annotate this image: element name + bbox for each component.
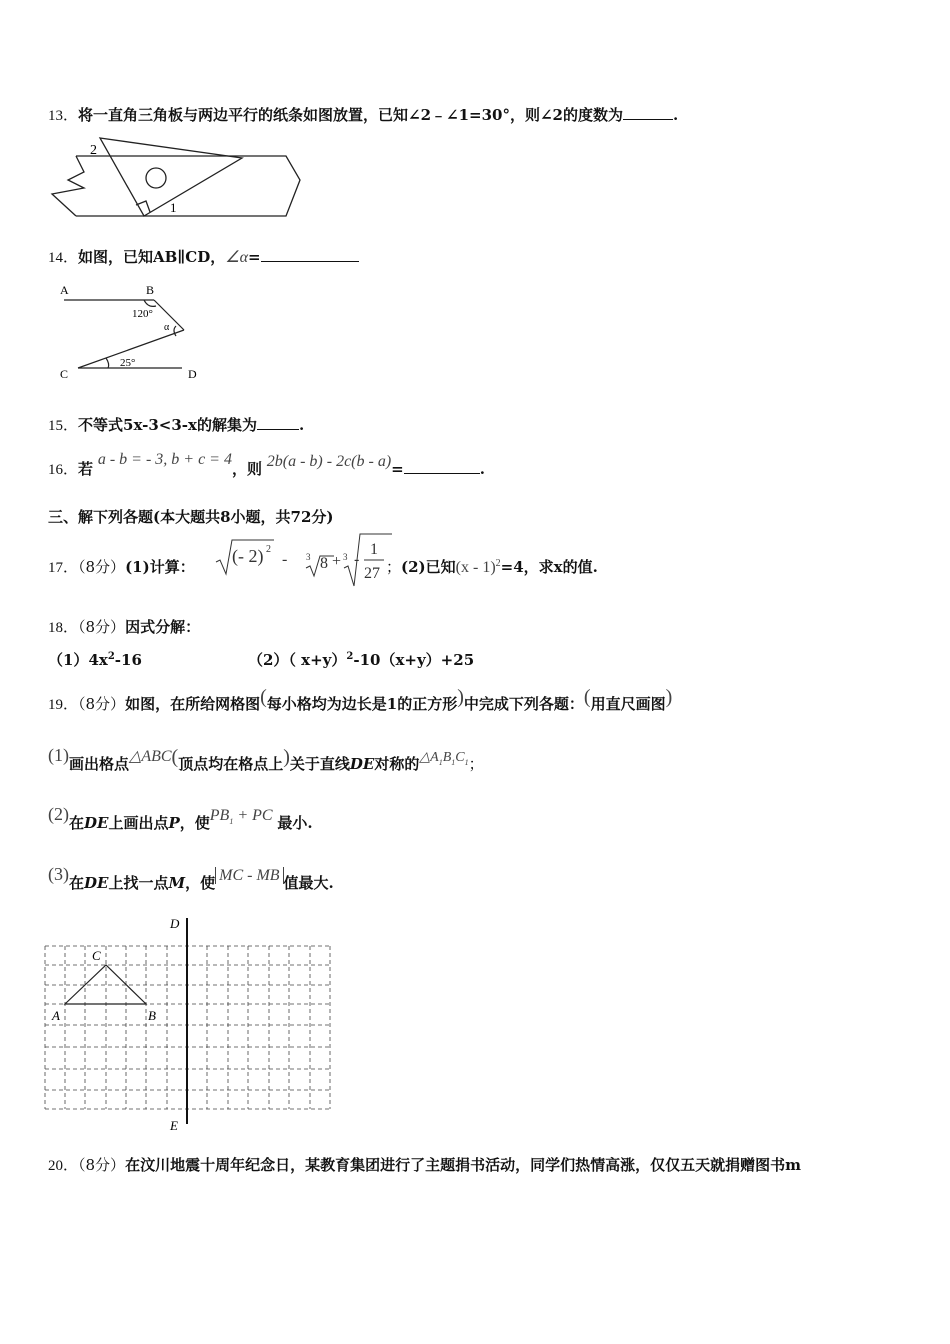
segment-pc: + PC — [237, 807, 273, 824]
q19-sub3 — [48, 864, 334, 893]
q17-tail: =4，求x的值. — [500, 558, 598, 576]
grid-label-e: E — [170, 1118, 178, 1133]
fig13-label-2: 2 — [90, 143, 97, 158]
triangle-a1b1c1: △A — [419, 750, 439, 765]
period: . — [479, 460, 485, 478]
line-de: DE — [84, 874, 109, 892]
answer-blank — [623, 118, 673, 120]
q14-figure — [56, 282, 216, 382]
triangle-abc: △ABC — [129, 748, 172, 765]
text: 对称的 — [374, 755, 420, 773]
q18-score: （8分） — [78, 618, 126, 636]
exponent: 2 — [346, 651, 354, 662]
alpha-symbol: ∠α — [225, 249, 248, 266]
q17-part1: (1)计算： — [125, 558, 195, 576]
sub-index: (2) — [48, 804, 69, 824]
expr: 4x — [88, 651, 108, 669]
minus-sign: - — [354, 551, 360, 568]
q15-stem: 不等式5x-3<3-x的解集为 — [78, 416, 257, 434]
line-de: DE — [349, 755, 375, 773]
point-p: P — [168, 814, 180, 832]
sub-index: (3) — [48, 864, 69, 884]
q14-number: 14． — [48, 250, 79, 266]
fraction-numerator: 1 — [370, 541, 378, 558]
q13-stem: 将一直角三角板与两边平行的纸条如图放置，已知∠2﹣∠1=30°，则∠2的度数为 — [78, 106, 623, 124]
fig14-label-c: C — [60, 367, 69, 381]
triangle-abc — [65, 965, 146, 1004]
q19-sub1: (1)画出格点△ABC(顶点均在格点上)关于直线DE对称的$\triangle A_1B_1C_1$； — [48, 745, 484, 773]
q19-grid-figure — [40, 912, 340, 1134]
text: 画出格点 — [69, 755, 130, 773]
text: 在 — [69, 814, 85, 832]
q14-text — [48, 246, 359, 267]
root-index: 3 — [306, 552, 311, 562]
text: 值最大. — [283, 874, 334, 892]
q15-text — [48, 414, 304, 435]
segment-pb: PB — [209, 807, 230, 824]
q20-text — [48, 1154, 801, 1175]
set-square-hole — [146, 168, 166, 188]
punctuation: ； — [468, 755, 484, 773]
fig14-label-b: B — [146, 283, 155, 297]
q20-number: 20． — [48, 1158, 79, 1174]
expr: （ x+y） — [288, 651, 347, 669]
strip-left-edge — [52, 156, 84, 216]
exponent: 2 — [266, 544, 271, 555]
grid-label-c: C — [92, 948, 101, 963]
q20-score: （8分） — [78, 1156, 126, 1174]
text: 最小. — [277, 814, 313, 832]
plus-sign: + — [332, 553, 342, 570]
q17-part2 — [386, 556, 598, 577]
expr: -10（x+y）+25 — [353, 651, 475, 669]
part-label: （1） — [48, 651, 89, 669]
text: 顶点均在格点上 — [178, 755, 284, 773]
q16-condition: a - b = - 3, b + c = 4 — [97, 451, 232, 468]
fig14-alpha: α — [164, 322, 170, 333]
cbrt-value: 8 — [320, 555, 328, 572]
fig14-label-d: D — [188, 367, 197, 381]
q18-part2 — [248, 649, 474, 670]
grid-label-a: A — [52, 1008, 60, 1023]
root-index: 3 — [343, 552, 348, 562]
q15-number: 15． — [48, 418, 79, 434]
q13-number: 13． — [48, 108, 79, 124]
q17-paren-expression: (x - 1) — [455, 559, 496, 576]
subscript: 1 — [451, 757, 456, 767]
text: 关于直线 — [289, 755, 350, 773]
grid-label-b: B — [148, 1008, 156, 1023]
q18-number: 18． — [48, 620, 79, 636]
vertex-c1: C — [455, 750, 465, 765]
answer-blank — [404, 472, 480, 474]
angle-arc-c — [106, 358, 109, 368]
vertex-b1: B — [442, 750, 452, 765]
q16-expression: 2b(a - b) - 2c(b - a) — [266, 453, 392, 470]
equals: = — [391, 460, 404, 478]
q19-text: 19．（8分）如图，在所给网格图(每小格均为边长是1的正方形)中完成下列各题：(用直尺画图) — [48, 686, 673, 713]
paper-strip — [76, 156, 300, 216]
q17-text — [48, 556, 195, 577]
sqrt-inner: (- 2) — [232, 546, 264, 566]
text: ，使 — [185, 874, 216, 892]
fraction-denominator: 27 — [364, 565, 380, 582]
q18-text — [48, 616, 200, 637]
expr: -16 — [114, 651, 142, 669]
subscript: 1 — [229, 817, 234, 827]
grid-label-d: D — [170, 916, 180, 931]
fig13-label-1: 1 — [170, 200, 177, 215]
section-title: 三、解下列各题(本大题共8小题，共72分) — [48, 508, 334, 526]
text: ，使 — [179, 814, 210, 832]
angle-arc-alpha — [174, 326, 176, 336]
fig14-label-a: A — [60, 283, 69, 297]
minus-sign: - — [282, 551, 288, 568]
q19-text-2: 每小格均为边长是1的正方形 — [266, 695, 458, 713]
q19-text-3: 中完成下列各题： — [463, 695, 584, 713]
answer-blank — [257, 428, 299, 430]
text: 上画出点 — [108, 814, 169, 832]
subscript: 1 — [438, 757, 443, 767]
q19-sub2 — [48, 804, 313, 834]
period: . — [672, 106, 679, 124]
q16-if: 若 — [78, 460, 94, 478]
q17-number: 17． — [48, 560, 79, 576]
q18-stem: 因式分解： — [125, 618, 201, 636]
q17-part2-label: (2)已知 — [401, 558, 456, 576]
abs-expression: MC - MB — [215, 867, 283, 884]
separator: ； — [386, 558, 402, 576]
q16-then: ，则 — [231, 460, 262, 478]
line-de: DE — [84, 814, 109, 832]
exponent: 2 — [107, 651, 115, 662]
exponent: 2 — [495, 558, 501, 569]
q19-text-4: 用直尺画图 — [590, 695, 666, 713]
q13-text — [48, 104, 678, 125]
text: 在 — [69, 874, 85, 892]
sub-index: (1) — [48, 745, 69, 765]
q13-figure — [48, 132, 304, 222]
q18-part1 — [48, 649, 142, 670]
q19-score: （8分） — [78, 695, 126, 713]
subscript: 1 — [464, 757, 469, 767]
q16-number: 16． — [48, 462, 79, 478]
q16-text — [48, 451, 485, 479]
period: . — [298, 416, 305, 434]
fig14-angle-120: 120° — [132, 308, 153, 320]
part-label: （2） — [248, 651, 289, 669]
q17-expression-1 — [214, 532, 394, 588]
answer-blank — [261, 260, 359, 262]
fig14-angle-25: 25° — [120, 357, 136, 369]
point-m: M — [168, 874, 186, 892]
q17-score: （8分） — [78, 558, 126, 576]
equals: = — [247, 248, 261, 266]
text: 上找一点 — [108, 874, 169, 892]
q19-number: 19． — [48, 697, 79, 713]
q19-text-1: 如图，在所给网格图 — [125, 695, 261, 713]
q20-stem: 在汶川地震十周年纪念日，某教育集团进行了主题捐书活动，同学们热情高涨，仅仅五天就捐赠图书m — [125, 1156, 801, 1174]
q14-stem: 如图，已知AB∥CD， — [78, 248, 226, 266]
